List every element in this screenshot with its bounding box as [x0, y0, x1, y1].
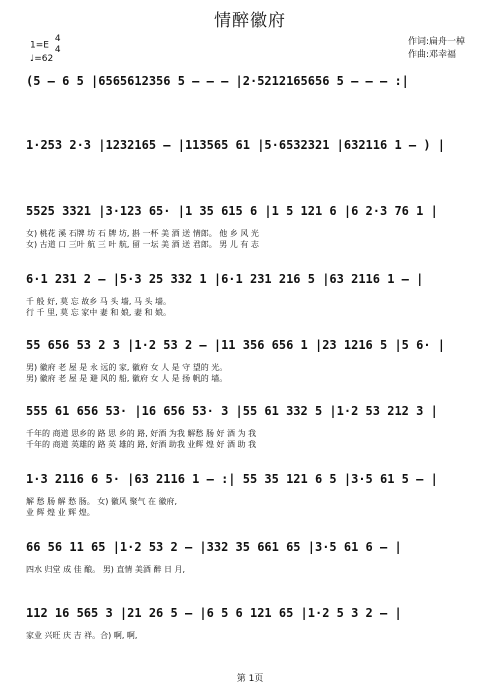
time-signature	[55, 34, 61, 56]
lyric-line: 女) 桃花 溪 石牌 坊 石 牌 坊, 斟 一杯 美 酒 送 情郎。 他 乡 风 光	[26, 229, 259, 238]
song-title: 情醉徽府	[214, 11, 286, 31]
page-number: 第 1页	[236, 674, 264, 684]
key-label: 1=E	[30, 40, 49, 51]
composer-credit: 作曲:邓幸福	[408, 50, 457, 60]
melody-line: 1·3 2116 6 5· |63 2116 1 — :| 55 35 121 6 5 |3·5 61 5 — |	[26, 472, 438, 486]
time-signature-bottom: 4	[54, 45, 61, 55]
melody-line: 555 61 656 53· |16 656 53· 3 |55 61 332 5 |1·2 53 212 3 |	[26, 404, 438, 418]
lyric-line: 男) 徽府 老 屋 是 永 远的 家, 徽府 女 人 是 守 望的 光。	[26, 363, 228, 372]
lyricist-credit: 作词:扁舟一棹	[408, 37, 466, 47]
lyric-line: 家业 兴旺 庆 吉 祥。合) 啊, 啊,	[26, 631, 138, 640]
lyric-line: 解 愁 肠 解 愁 肠。 女) 徽风 聚气 在 徽府,	[26, 497, 178, 506]
melody-line: 55 656 53 2 3 |1·2 53 2 — |11 356 656 1 |23 1216 5 |5 6· |	[26, 338, 446, 352]
melody-line: 1·253 2·3 |1232165 — |113565 61 |5·6532321 |632116 1 — ) |	[26, 138, 446, 152]
melody-line: 112 16 565 3 |21 26 5 — |6 5 6 121 65 |1·2 5 3 2 — |	[26, 606, 402, 620]
key-signature	[30, 34, 61, 56]
lyric-line: 四水 归堂 成 佳 酿。 男) 直情 美酒 醉 日 月,	[26, 565, 186, 574]
lyric-line: 行 千 里, 莫 忘 家中 妻 和 娘, 妻 和 娘。	[26, 308, 172, 317]
lyric-line: 千年的 商道 思乡的 路 思 乡的 路, 好酒 为我 解愁 肠 好 酒 为 我	[26, 429, 257, 438]
lyric-line: 男) 徽府 老 屋 是 避 风的 船, 徽府 女 人 是 扬 帆的 墙。	[26, 374, 228, 383]
time-signature-top: 4	[54, 34, 61, 44]
melody-line: 5525 3321 |3·123 65· |1 35 615 6 |1 5 121 6 |6 2·3 76 1 |	[26, 204, 438, 218]
lyric-line: 千年的 商道 英雄的 路 英 雄的 路, 好酒 助我 业辉 煌 好 酒 助 我	[26, 440, 257, 449]
melody-line: 6·1 231 2 — |5·3 25 332 1 |6·1 231 216 5 |63 2116 1 — |	[26, 272, 424, 286]
credits	[408, 36, 465, 62]
lyric-line: 业 辉 煌 业 辉 煌。	[26, 508, 95, 517]
melody-line: (5 — 6 5 |6565612356 5 — — — |2·5212165656 5 — — — :|	[26, 74, 409, 88]
melody-line: 66 56 11 65 |1·2 53 2 — |332 35 661 65 |3·5 61 6 — |	[26, 540, 402, 554]
lyric-line: 女) 古道 口 三叶 航 三 叶 航, 留 一坛 美 酒 送 君郎。 男 儿 有 志	[26, 240, 259, 249]
tempo-marking: ♩=62	[30, 54, 54, 64]
lyric-line: 千 般 好, 莫 忘 故乡 马 头 墙, 马 头 墙。	[26, 297, 172, 306]
